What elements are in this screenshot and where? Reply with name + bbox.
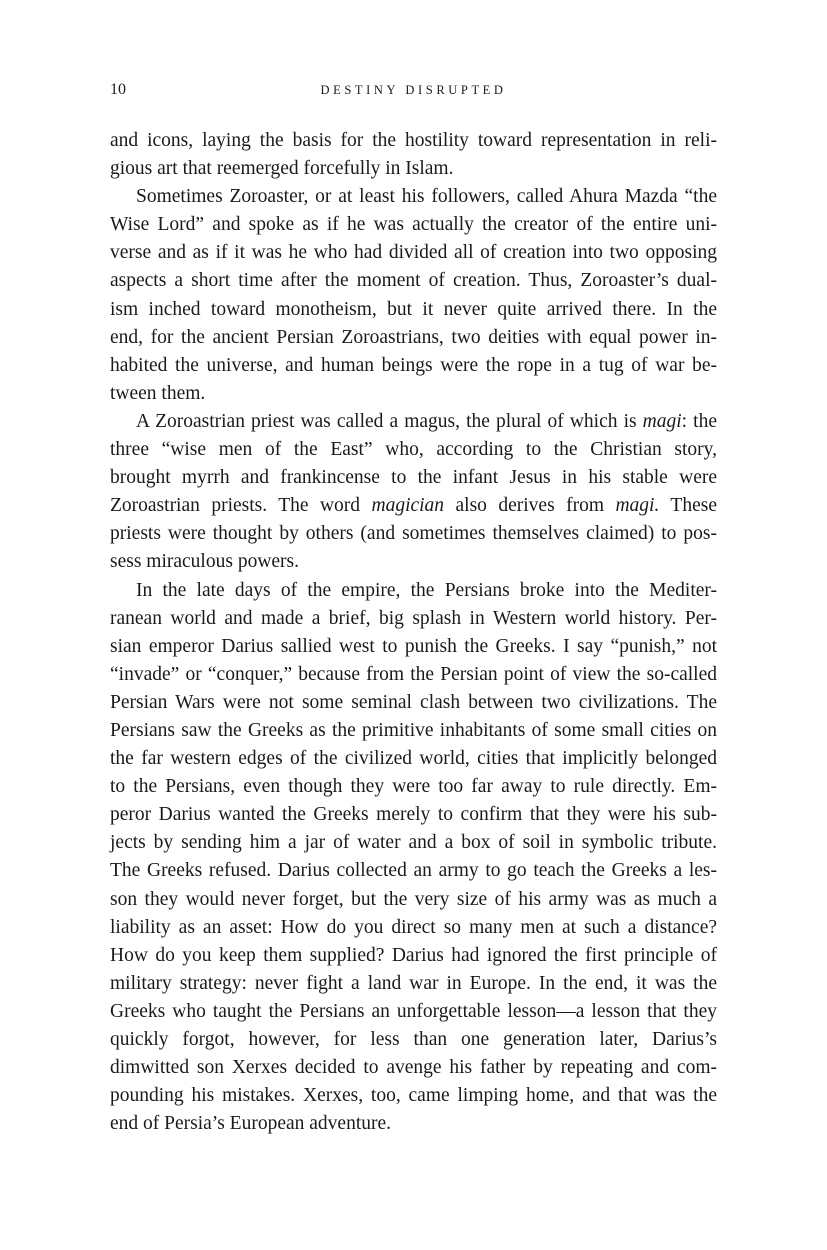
text-line <box>110 267 717 295</box>
text-line <box>110 1110 717 1138</box>
line-segment: end, for the ancient Persian Zoroastrians, two deities with equal power in- <box>110 326 717 348</box>
text-line <box>110 155 717 183</box>
text-line <box>110 239 717 267</box>
text-line <box>110 127 717 155</box>
text-line <box>110 183 717 211</box>
line-segment: pounding his mistakes. Xerxes, too, came limping home, and that was the <box>110 1085 717 1107</box>
text-line <box>110 1026 717 1054</box>
line-segment: quickly forgot, however, for less than one generation later, Darius’s <box>110 1029 717 1050</box>
text-line <box>110 605 717 633</box>
running-head <box>110 80 717 100</box>
body-text <box>110 127 717 1138</box>
text-line <box>110 745 717 773</box>
line-segment: end of Persia’s European adventure. <box>110 1113 392 1135</box>
text-line <box>110 857 717 885</box>
text-line <box>110 577 717 605</box>
line-segment: verse and as if it was he who had divided all of creation into two opposing <box>110 242 717 264</box>
line-segment: Zoroastrian priests. The word <box>110 495 372 517</box>
text-line <box>110 464 717 492</box>
text-line <box>110 661 717 689</box>
text-line <box>110 1054 717 1082</box>
line-segment: Wise Lord” and spoke as if he was actually the creator of the entire uni- <box>110 214 717 236</box>
text-line <box>110 914 717 942</box>
line-segment: dimwitted son Xerxes decided to avenge his father by repeating and com- <box>110 1057 717 1079</box>
line-segment: The Greeks refused. Darius collected an army to go teach the Greeks a les- <box>110 860 717 882</box>
text-line <box>110 689 717 717</box>
line-segment: son they would never forget, but the very size of his army was as much a <box>110 888 717 910</box>
line-segment: three “wise men of the East” who, according to the Christian story, <box>110 439 717 461</box>
italic-term: magician <box>371 495 445 517</box>
text-line <box>110 211 717 239</box>
text-line <box>110 970 717 998</box>
text-line <box>110 886 717 914</box>
line-segment: aspects a short time after the moment of creation. Thus, Zoroaster’s dual- <box>110 270 717 292</box>
line-segment: habited the universe, and human beings were the rope in a tug of war be- <box>110 354 717 376</box>
text-line <box>110 548 717 576</box>
text-line <box>110 998 717 1026</box>
line-segment: Persian Wars were not some seminal clash between two civilizations. The <box>110 691 717 713</box>
line-segment: tween them. <box>110 382 206 404</box>
text-line <box>110 324 717 352</box>
line-segment: peror Darius wanted the Greeks merely to confirm that they were his sub- <box>110 804 717 826</box>
line-segment: In the late days of the empire, the Persians broke into the Mediter- <box>136 579 717 601</box>
text-line <box>110 773 717 801</box>
page-number: 10 <box>110 81 126 98</box>
text-line <box>110 380 717 408</box>
line-segment: Greeks who taught the Persians an unforgettable lesson—a lesson that they <box>110 1000 717 1022</box>
line-segment: priests were thought by others (and sometimes themselves claimed) to pos- <box>110 523 717 545</box>
line-segment: : the <box>681 410 717 432</box>
text-line <box>110 296 717 324</box>
text-line <box>110 717 717 745</box>
line-segment: military strategy: never fight a land war in Europe. In the end, it was the <box>110 972 717 994</box>
line-segment: These <box>659 495 717 517</box>
line-segment: gious art that reemerged forcefully in Islam. <box>110 158 454 180</box>
text-line <box>110 801 717 829</box>
line-segment: and icons, laying the basis for the hostility toward representation in reli- <box>110 130 717 151</box>
line-segment: also derives from <box>444 495 616 517</box>
line-segment: liability as an asset: How do you direct so many men at such a distance? <box>110 916 717 938</box>
text-line <box>110 352 717 380</box>
text-line <box>110 520 717 548</box>
line-segment: ranean world and made a brief, big splash in Western world history. Per- <box>110 607 717 629</box>
line-segment: jects by sending him a jar of water and a box of soil in symbolic tribute. <box>110 832 717 854</box>
text-line <box>110 492 717 520</box>
line-segment: ism inched toward monotheism, but it never quite arrived there. In the <box>110 298 717 320</box>
italic-term: magi <box>642 410 682 432</box>
line-segment: brought myrrh and frankincense to the infant Jesus in his stable were <box>110 467 717 489</box>
text-line <box>110 436 717 464</box>
line-segment: to the Persians, even though they were too far away to rule directly. Em- <box>110 776 717 798</box>
text-line <box>110 942 717 970</box>
line-segment: “invade” or “conquer,” because from the Persian point of view the so-called <box>110 663 717 685</box>
text-line <box>110 633 717 661</box>
book-title: DESTINY DISRUPTED <box>320 83 507 97</box>
line-segment: Sometimes Zoroaster, or at least his followers, called Ahura Mazda “the <box>136 186 717 208</box>
text-line <box>110 1082 717 1110</box>
line-segment: the far western edges of the civilized world, cities that implicitly belonged <box>110 748 717 770</box>
line-segment: Persians saw the Greeks as the primitive inhabitants of some small cities on <box>110 719 717 741</box>
text-line <box>110 829 717 857</box>
line-segment: sian emperor Darius sallied west to punish the Greeks. I say “punish,” not <box>110 635 717 657</box>
line-segment: A Zoroastrian priest was called a magus, the plural of which is <box>136 410 643 432</box>
line-segment: sess miraculous powers. <box>110 551 300 573</box>
italic-term: magi. <box>615 495 660 517</box>
line-segment: How do you keep them supplied? Darius had ignored the first principle of <box>110 944 717 966</box>
text-line <box>110 408 717 436</box>
